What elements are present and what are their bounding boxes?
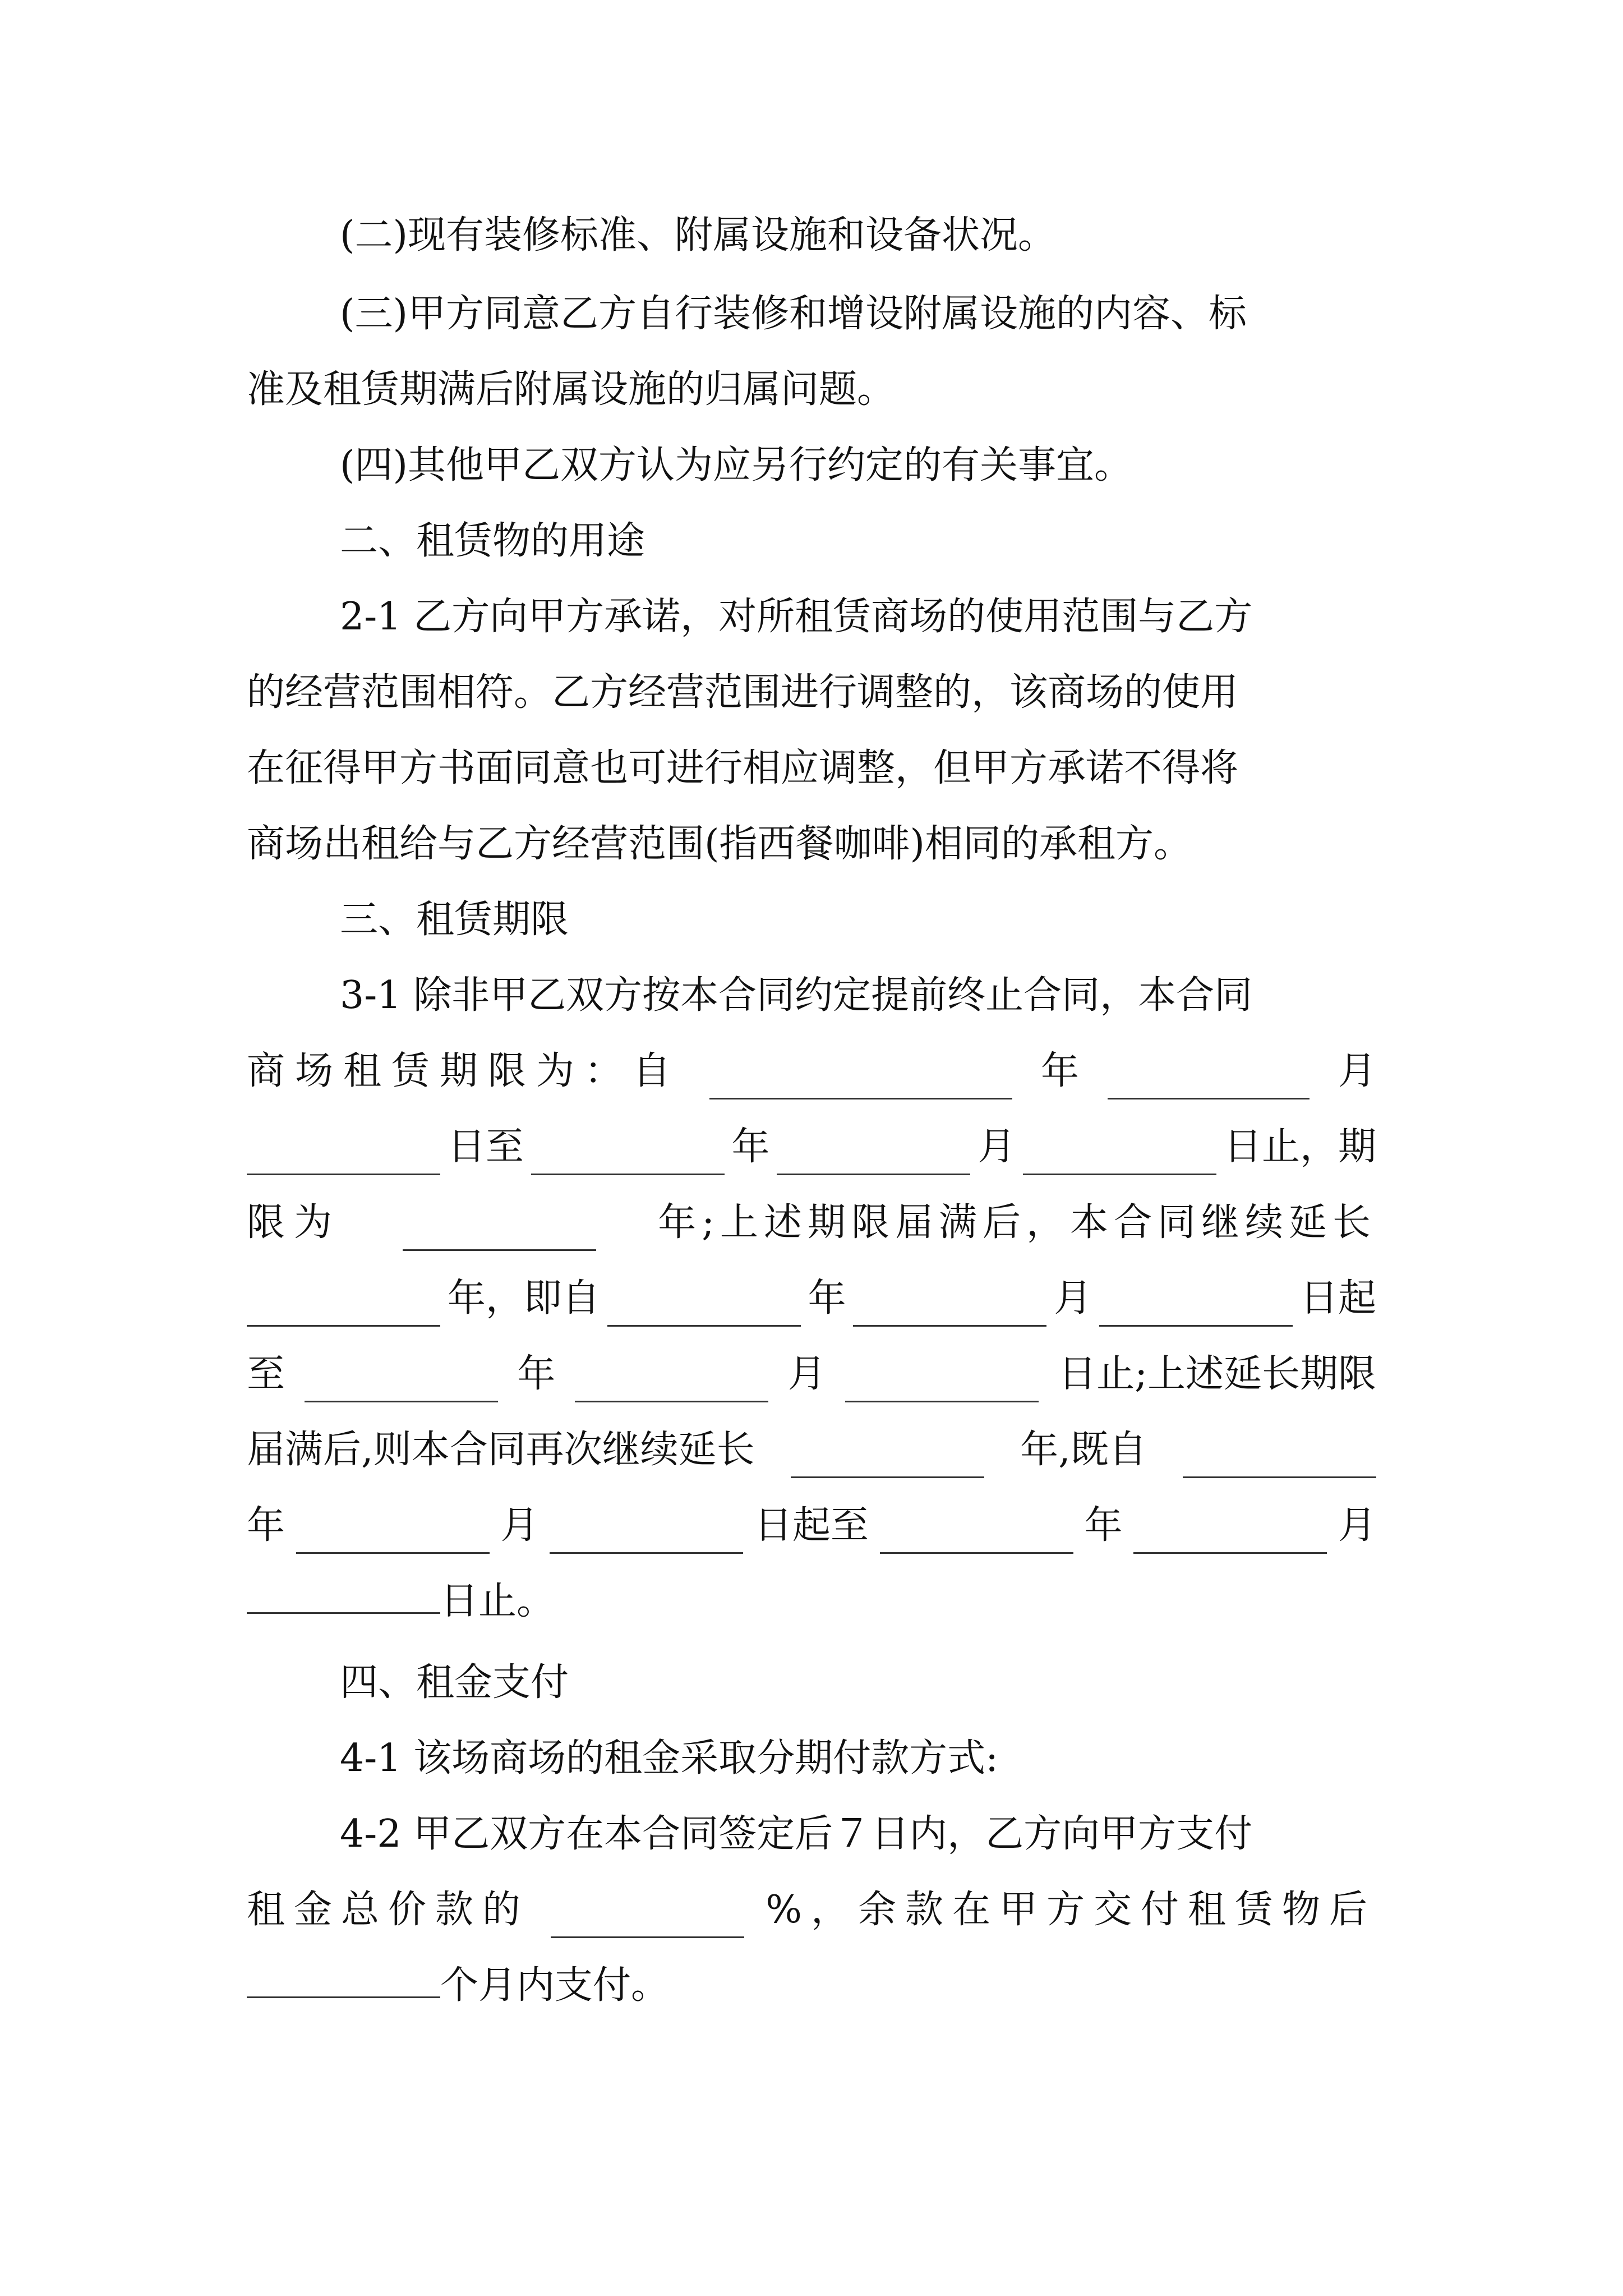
clause-4-2-line-2 (247, 1882, 1376, 1938)
year-label: 年 (247, 1503, 285, 1548)
blank-months[interactable] (247, 1963, 440, 1998)
blank-renewal-end-month[interactable] (1133, 1519, 1327, 1554)
term-is-label: 限为 (247, 1200, 342, 1245)
lease-term-label: 商场租赁期限为：自 (247, 1049, 681, 1093)
clause-3-1-line-1: 3-1 除非甲乙双方按本合同约定提前终止合同，本合同 (340, 973, 1253, 1018)
clause-item-3-line-1: (三)甲方同意乙方自行装修和增设附属设施的内容、标 (340, 292, 1247, 336)
blank-ext-end-month[interactable] (575, 1367, 768, 1402)
section-heading-3: 三、租赁期限 (340, 898, 569, 942)
blank-rent-percent[interactable] (551, 1903, 744, 1938)
year-label: 年 (731, 1125, 770, 1169)
clause-3-1-line-6 (247, 1346, 1376, 1402)
clause-2-1-line-3: 在征得甲方书面同意也可进行相应调整，但甲方承诺不得将 (247, 746, 1239, 790)
clause-2-1-line-4: 商场出租给与乙方经营范围(指西餐咖啡)相同的承租方。 (247, 822, 1192, 866)
year-from-label: 年，即自 (447, 1276, 600, 1320)
blank-renewal-end-year[interactable] (880, 1519, 1073, 1554)
extension-end-label: 日止;上述延长期限 (1058, 1352, 1376, 1396)
section-heading-2: 二、租赁物的用途 (340, 519, 645, 563)
to-label: 至 (247, 1352, 285, 1396)
day-end-label: 日止，期 (1223, 1125, 1376, 1169)
blank-renewal-start-year[interactable] (1183, 1443, 1376, 1478)
day-end-label-final: 日止。 (440, 1579, 555, 1623)
blank-renewal-start-day[interactable] (550, 1519, 743, 1554)
clause-item-3-line-2: 准及租赁期满后附属设施的归属问题。 (247, 367, 896, 412)
day-start-label: 日起 (1299, 1276, 1376, 1320)
extension-label: 年;上述期限届满后，本合同继续延长 (658, 1200, 1376, 1245)
blank-start-day[interactable] (247, 1140, 440, 1175)
blank-renewal-end-day[interactable] (247, 1579, 440, 1614)
blank-ext-end-day[interactable] (845, 1367, 1039, 1402)
day-to-label: 日至 (447, 1125, 524, 1169)
clause-4-1: 4-1 该场商场的租金采取分期付款方式: (340, 1736, 999, 1780)
blank-extension-years[interactable] (247, 1291, 440, 1327)
clause-item-2: (二)现有装修标准、附属设施和设备状况。 (340, 213, 1057, 257)
renewal-label: 届满后,则本合同再次继续延长 (247, 1428, 755, 1472)
blank-ext-start-year[interactable] (607, 1291, 801, 1327)
clause-3-1-line-3 (247, 1119, 1376, 1175)
clause-3-1-line-7 (247, 1422, 1376, 1478)
blank-term-years[interactable] (403, 1216, 596, 1251)
clause-3-1-line-5 (247, 1271, 1376, 1327)
year-label: 年 (1084, 1503, 1123, 1548)
year-from-label-2: 年,既自 (1020, 1428, 1147, 1472)
clause-4-2-line-1: 4-2 甲乙双方在本合同签定后７日内，乙方向甲方支付 (340, 1812, 1253, 1856)
blank-ext-start-day[interactable] (1099, 1291, 1293, 1327)
month-label: 月 (787, 1352, 826, 1396)
rent-total-label: 租金总价款的 (247, 1888, 530, 1932)
day-from-to-label: 日起至 (754, 1503, 869, 1548)
balance-label: %，余款在甲方交付租赁物后 (766, 1888, 1376, 1932)
month-label: 月 (1054, 1276, 1092, 1320)
clause-2-1-line-2: 的经营范围相符。乙方经营范围进行调整的，该商场的使用 (247, 670, 1239, 715)
clause-item-4: (四)其他甲乙双方认为应另行约定的有关事宜。 (340, 443, 1133, 487)
section-heading-4: 四、租金支付 (340, 1660, 569, 1705)
clause-4-2-line-3 (247, 1958, 1376, 2014)
clause-3-1-line-9 (247, 1573, 1376, 1630)
payment-within-label: 个月内支付。 (440, 1963, 670, 2008)
blank-end-year[interactable] (531, 1140, 725, 1175)
blank-ext-end-year[interactable] (305, 1367, 498, 1402)
blank-end-day[interactable] (1023, 1140, 1216, 1175)
year-label: 年 (517, 1352, 556, 1396)
month-label: 月 (978, 1125, 1016, 1169)
blank-ext-start-month[interactable] (853, 1291, 1046, 1327)
clause-3-1-line-4 (247, 1195, 1376, 1251)
blank-start-year[interactable] (709, 1064, 1012, 1099)
clause-3-1-line-8 (247, 1498, 1376, 1554)
month-label: 月 (1338, 1049, 1376, 1093)
month-label: 月 (1338, 1503, 1376, 1548)
blank-renewal-years[interactable] (791, 1443, 984, 1478)
clause-2-1-line-1: 2-1 乙方向甲方承诺，对所租赁商场的使用范围与乙方 (340, 595, 1253, 639)
blank-end-month[interactable] (777, 1140, 970, 1175)
year-label: 年 (1040, 1049, 1079, 1093)
blank-renewal-start-month[interactable] (296, 1519, 490, 1554)
clause-3-1-line-2 (247, 1043, 1376, 1099)
blank-start-month[interactable] (1108, 1064, 1310, 1099)
year-label: 年 (808, 1276, 846, 1320)
month-label: 月 (500, 1503, 539, 1548)
